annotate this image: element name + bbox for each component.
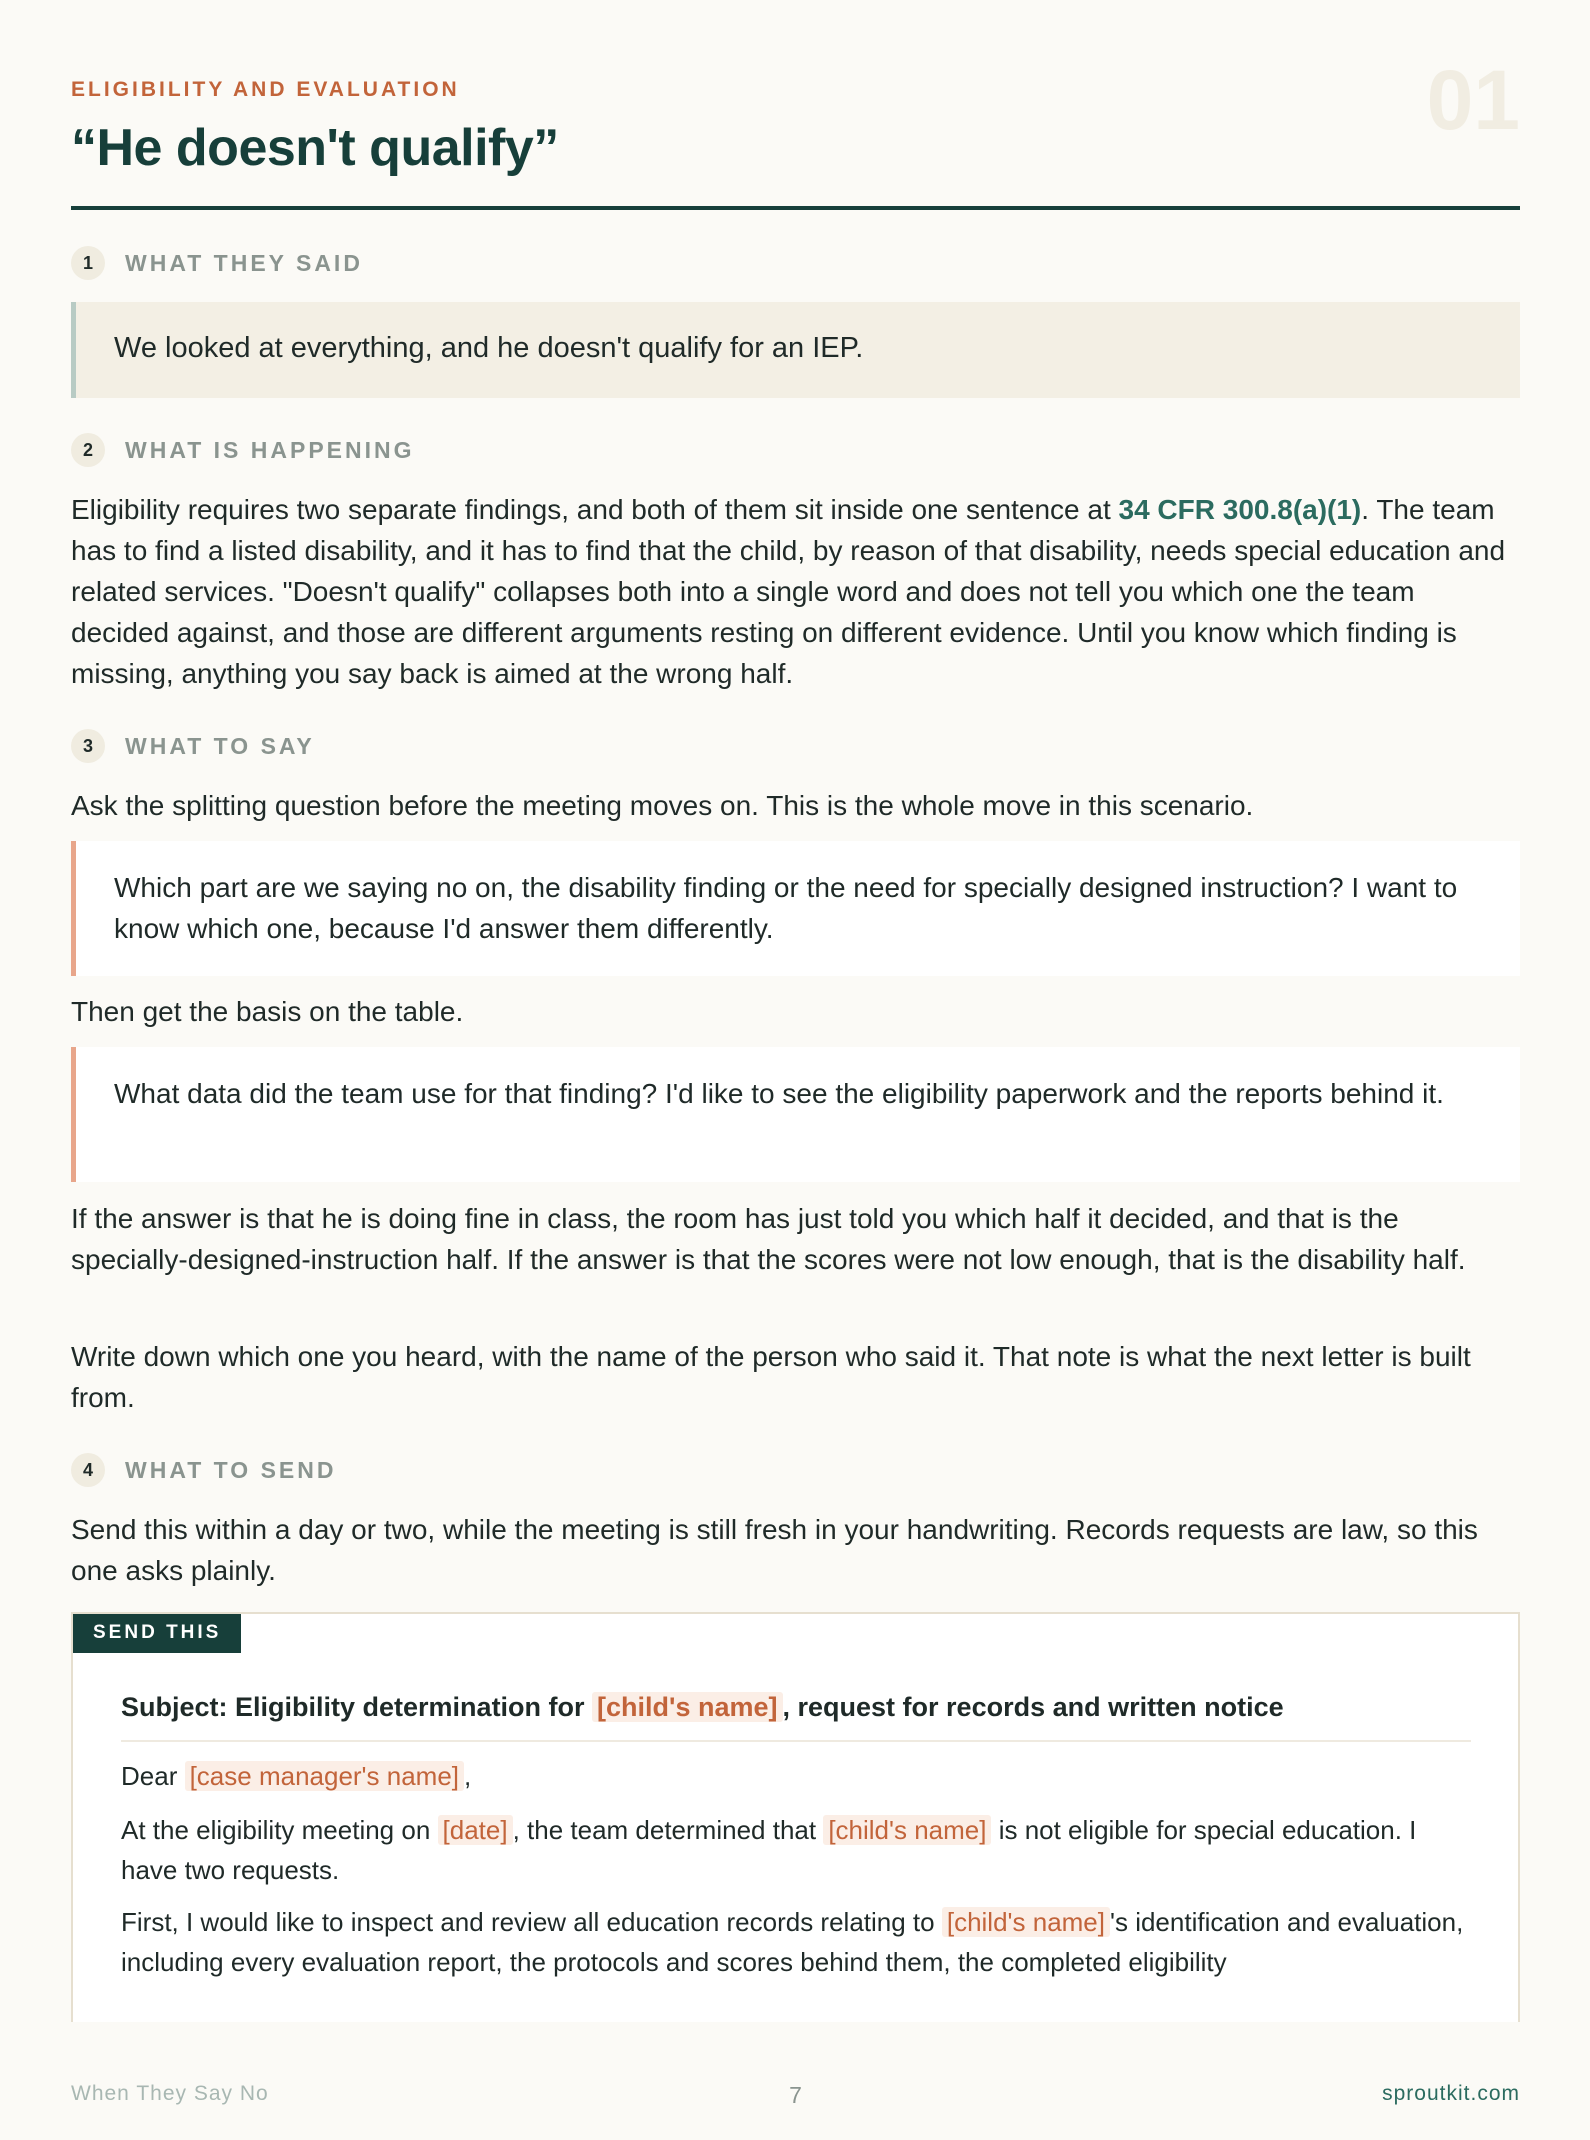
letter-text: is not eligible for special education. I have two requests. <box>121 1815 1417 1885</box>
section-label: WHAT THEY SAID <box>125 249 363 276</box>
step-number-badge: 3 <box>71 729 105 763</box>
step-number-badge: 4 <box>71 1453 105 1487</box>
footer-site-link[interactable]: sproutkit.com <box>1382 2082 1520 2105</box>
section-label: WHAT TO SEND <box>125 1456 337 1483</box>
title-divider <box>71 206 1520 210</box>
what-to-say-intro: Ask the splitting question before the meeting moves on. This is the whole move in this scenario. <box>71 790 1254 821</box>
placeholder-child-name: [child's name] <box>823 1815 991 1845</box>
what-they-said-quote: We looked at everything, and he doesn't qualify for an IEP. <box>71 302 1520 398</box>
what-is-happening-paragraph <box>71 489 1520 694</box>
placeholder-case-manager-name: [case manager's name] <box>185 1761 464 1791</box>
what-to-say-paragraph: If the answer is that he is doing fine in class, the room has just told you which half it decided, and that is the specially-designed-instruction half. If the answer is that the scores were not low enough, that is the disability half. <box>71 1203 1466 1275</box>
subject-text: Subject: Eligibility determination for <box>121 1692 593 1722</box>
send-this-tag: SEND THIS <box>73 1614 241 1653</box>
what-to-send-intro: Send this within a day or two, while the meeting is still fresh in your handwriting. Records requests are law, so this one asks plainly. <box>71 1514 1478 1586</box>
page-title: “He doesn't qualify” <box>71 119 559 177</box>
subject-divider <box>121 1740 1471 1742</box>
footer-book-title: When They Say No <box>71 2082 269 2105</box>
section-what-is-happening-header <box>71 433 415 467</box>
letter-subject <box>121 1692 1471 1723</box>
section-label: WHAT TO SAY <box>125 732 315 759</box>
subject-text: , request for records and written notice <box>782 1692 1284 1722</box>
letter-text: 's identification and evaluation, including every evaluation report, the protocols and scores behind them, the completed eligibility <box>121 1907 1464 1977</box>
salutation-text: , <box>464 1761 472 1791</box>
step-number-badge: 1 <box>71 246 105 280</box>
letter-text: , the team determined that <box>512 1815 824 1845</box>
salutation-text: Dear <box>121 1761 185 1791</box>
regulation-citation: 34 CFR 300.8(a)(1) <box>1118 494 1362 525</box>
section-eyebrow: ELIGIBILITY AND EVALUATION <box>71 78 460 101</box>
chapter-number: 01 <box>1426 53 1520 147</box>
letter-template-box <box>71 1612 1520 2022</box>
placeholder-child-name: [child's name] <box>592 1692 782 1722</box>
placeholder-child-name: [child's name] <box>942 1907 1110 1937</box>
section-label: WHAT IS HAPPENING <box>125 436 415 463</box>
footer-page-number: 7 <box>789 2082 802 2108</box>
step-number-badge: 2 <box>71 433 105 467</box>
section-what-they-said-header <box>71 246 363 280</box>
what-to-say-paragraph: Write down which one you heard, with the name of the person who said it. That note is what the next letter is built from. <box>71 1341 1471 1413</box>
suggested-script-quote: What data did the team use for that finding? I'd like to see the eligibility paperwork and the reports behind it. <box>71 1047 1520 1182</box>
paragraph-text: Eligibility requires two separate findings, and both of them sit inside one sentence at <box>71 494 1119 525</box>
paragraph-text: . The team has to find a listed disability, and it has to find that the child, by reason of that disability, needs special education and related services. "Doesn't qualify" collapses both into a single word and does not tell you which one the team decided against, and those are different arguments resting on different evidence. Until you know which finding is missing, anything you say back is aimed at the wrong half. <box>71 494 1506 689</box>
letter-salutation <box>121 1756 1471 1796</box>
suggested-script-quote: Which part are we saying no on, the disability finding or the need for specially designed instruction? I want to know which one, because I'd answer them differently. <box>71 841 1520 976</box>
letter-text: First, I would like to inspect and review all education records relating to <box>121 1907 942 1937</box>
letter-text: At the eligibility meeting on <box>121 1815 438 1845</box>
letter-paragraph <box>121 1810 1471 1890</box>
placeholder-date: [date] <box>438 1815 513 1845</box>
section-what-to-send-header <box>71 1453 336 1487</box>
what-to-say-transition: Then get the basis on the table. <box>71 996 464 1027</box>
section-what-to-say-header <box>71 729 315 763</box>
letter-paragraph <box>121 1902 1471 1982</box>
